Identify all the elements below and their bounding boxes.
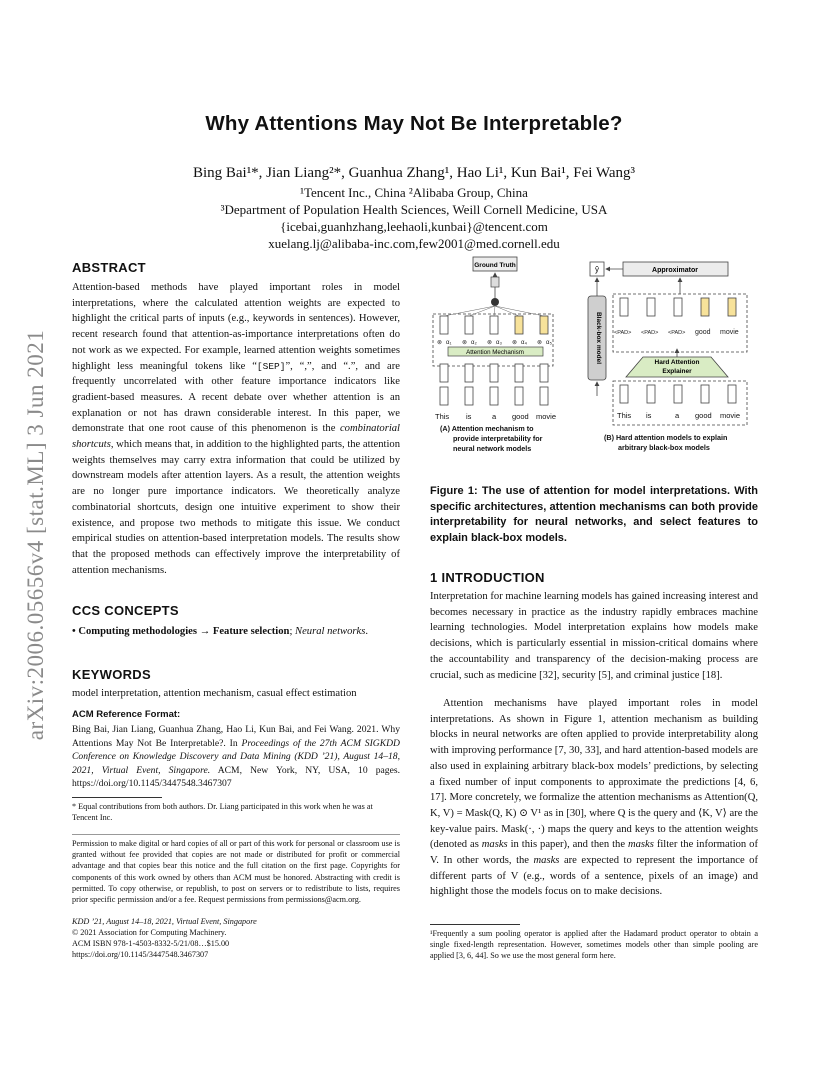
alpha-2: α₂ [471, 340, 477, 346]
caption-a-line-1: (A) Attention mechanism to [440, 424, 534, 433]
attention-mechanism-label: Attention Mechanism [466, 349, 524, 356]
ground-truth-label: Ground Truth [474, 262, 516, 269]
ccs-concepts [72, 624, 400, 640]
word-b-3: a [675, 411, 680, 420]
ccs-italic: Neural networks [295, 626, 366, 637]
pub-venue: KDD ’21, August 14–18, 2021, Virtual Event, Singapore [72, 917, 257, 926]
word-a-4: good [512, 412, 529, 421]
selected-token-bars [620, 298, 736, 316]
author-list: Bing Bai¹*, Jian Liang²*, Guanhua Zhang¹, Hao Li¹, Kun Bai¹, Fei Wang³ [192, 165, 636, 181]
abstract-emphasis: combinatorial shortcuts [72, 423, 400, 451]
approximator-label: Approximator [652, 267, 698, 274]
abstract-part-2: ”, “,”, and “.”, and are frequently uncorrelated with other feature importance indicators like gradient-based measures. A recent debate over whether attention is an explanation or not has drawn considerable interest. In this paper, we demonstrate that one root cause of this phenomenon is the [72, 360, 400, 435]
affiliation-line-1: ¹Tencent Inc., China ²Alibaba Group, China [300, 185, 528, 200]
paper-title: Why Attentions May Not Be Interpretable? [205, 112, 623, 135]
caption-b-line-1: (B) Hard attention models to explain [604, 433, 728, 442]
masks-term-1: masks [481, 839, 508, 851]
pub-isbn: ACM ISBN 978-1-4503-8332-5/21/08…$15.00 [72, 939, 230, 948]
intro-heading: 1 INTRODUCTION [430, 570, 545, 585]
pad-token-1: <PAD> [614, 330, 632, 336]
keywords-heading: KEYWORDS [72, 667, 151, 682]
word-a-1: This [435, 412, 450, 421]
input-bars-a [440, 364, 548, 405]
word-b-5: movie [720, 411, 741, 420]
word-a-5: movie [536, 412, 557, 421]
figure-caption: Figure 1: The use of attention for model interpretations. With specific architectures, attention mechanisms can both provide interpretability for neural networks, and select features to explain black-box models. [430, 485, 758, 544]
input-bars-b [620, 385, 736, 403]
y-hat-label: ŷ [595, 265, 599, 274]
black-box-label: Black-box model [595, 311, 602, 365]
word-a-2: is [466, 412, 472, 421]
acm-ref-venue: Proceedings of the 27th ACM SIGKDD Conference on Knowledge Discovery and Data Mining (KDD ’21), August 14–18, 2021, Virtual Event, Singapore. [72, 737, 400, 776]
svg-text:⊗: ⊗ [537, 340, 543, 346]
ccs-end: . [365, 626, 369, 637]
arxiv-stamp [16, 300, 56, 770]
intro-p2-part-a: Attention mechanisms have played important roles in model interpretations. As shown in Figure 1, attention mechanism as building blocks in neural networks are often applied to provide interpretability along with improving performance [7, 30, 33], and hard attention-based models are also used in explaining arbitrary black-box models’ predictions, by selecting a fixed number of input components to approximate the predictions [4, 6, 17]. More concretely, we formalize the attention mechanisms as Attention(Q, K, V) = Mask(Q, K) ⊙ V¹ as in [30], where Q is the query and ⟨K, V⟩ are the key-value pairs. Mask(·, ·) maps the query and keys to the attention weights (denoted as [430, 698, 758, 851]
word-b-4: good [695, 411, 712, 420]
attention-weight-bars [440, 316, 548, 334]
sep-token: [SEP] [256, 360, 286, 372]
explainer-label: Explainer [662, 368, 692, 375]
svg-text:⊗: ⊗ [512, 340, 518, 346]
acm-ref-text [72, 723, 400, 791]
selected-token-good: good [695, 329, 711, 336]
acm-ref-heading: ACM Reference Format: [72, 709, 181, 720]
ccs-heading: CCS CONCEPTS [72, 603, 179, 618]
intro-p2-part-c: filter the information of V. In other words, the [430, 839, 758, 867]
svg-text:⊗: ⊗ [462, 340, 468, 346]
alpha-4: α₄ [521, 340, 527, 346]
masks-term-3: masks [533, 855, 560, 867]
abstract-part-3: , which means that, in addition to the highlighted parts, the attention weights themselves may carry extra information that could be utilized by downstream models after attention layers. As a result, the attention weights are no longer pure importance indicators. We theoretically analyze combinatorial shortcuts, design one intuitive experiment to show their existence, and propose two methods to mitigate this issue. We conduct empirical studies on attention-based interpretation models. The results show that the proposed methods can effectively improve the interpretability of attention mechanisms. [72, 439, 400, 576]
abstract-text [72, 280, 400, 578]
permission-notice: Permission to make digital or hard copies of all or part of this work for personal or classroom use is granted without fee provided that copies are not made or distributed for profit or commercial advantage and that copies bear this notice and the full citation on the first page. Copyrights for components of this work owned by others than ACM must be honored. Abstracting with credit is permitted. To copy otherwise, or republish, to post on servers or to redistribute to lists, requires prior specific permission and/or a fee. Request permissions from permissions@acm.org. [72, 839, 400, 905]
pad-token-3: <PAD> [668, 330, 686, 336]
alpha-3: α₃ [496, 340, 502, 346]
figure-1 [428, 254, 763, 464]
intro-p2-part-b: in this paper), and then the [507, 839, 628, 851]
sum-node [491, 298, 499, 306]
acm-ref-part-1: Bing Bai, Jian Liang, Guanhua Zhang, Hao Li, Kun Bai, and Fei Wang. 2021. Why Attentions May Not Be Interpretable?. In [72, 724, 400, 749]
keywords-text: model interpretation, attention mechanism, casual effect estimation [72, 688, 357, 699]
abstract-heading: ABSTRACT [72, 260, 146, 275]
ccs-bold: • Computing methodologies → Feature selection [72, 626, 290, 637]
word-b-1: This [617, 411, 632, 420]
word-a-3: a [492, 412, 497, 421]
affiliation-line-2: ³Department of Population Health Sciences, Weill Cornell Medicine, USA [220, 202, 608, 217]
footnote-1: ¹Frequently a sum pooling operator is applied after the Hadamard product operator to obtain a single fixed-length representation. However, sometimes models other than simple pooling are applied [3, 6, 44]. So we use the most general form here. [430, 929, 758, 961]
intro-p2-part-d: are expected to represent the importance of different parts of V (e.g., words of a sentence, pixels of an image) and highlight those the models focus on to make decisions. [430, 855, 758, 898]
intro-paragraph-1: Interpretation for machine learning models has gained increasing interest and becomes necessary in practice as the industry rapidly embraces machine learning technologies. Model interpretation explains how models make decisions, which is particularly essential in mission-critical domains where the accountability and transparency of the decision-making process are crucial, such as medicine [32], security [5], and criminal justice [18]. [430, 591, 758, 681]
acm-ref-part-2: ACM, New York, NY, USA, 10 pages. https://doi.org/10.1145/3447548.3467307 [72, 764, 400, 790]
permission-rule [72, 834, 400, 835]
alpha-1: α₁ [446, 340, 452, 346]
footnote-rule [72, 797, 162, 798]
arxiv-id: arXiv:2006.05656v4 [stat.ML] 3 Jun 2021 [23, 329, 48, 741]
output-token [491, 277, 499, 287]
equal-contribution-footnote: * Equal contributions from both authors. Dr. Liang participated in this work when he was at Tencent Inc. [72, 802, 373, 823]
caption-b-line-2: arbitrary black-box models [618, 443, 710, 452]
intro-paragraph-2 [430, 696, 758, 900]
email-line-2: xuelang.lj@alibaba-inc.com,few2001@med.cornell.edu [268, 236, 560, 251]
selected-token-movie: movie [720, 329, 739, 336]
caption-a-line-2: provide interpretability for [453, 434, 543, 443]
abstract-part-1: Attention-based methods have played important roles in model interpretations, where the calculated attention weights are expected to highlight the critical parts of inputs (e.g., keywords in sentences). However, recent research found that attention-as-importance interpretations often do not work as we expected. For example, learned attention weights sometimes highlight less meaningful tokens like “ [72, 282, 400, 372]
hard-attention-label: Hard Attention [654, 359, 700, 366]
caption-a-line-3: neural network models [453, 444, 532, 453]
pub-doi: https://doi.org/10.1145/3447548.3467307 [72, 950, 209, 959]
alpha-5: α₅ [546, 340, 552, 346]
pad-token-2: <PAD> [641, 330, 659, 336]
ccs-sep: ; [289, 626, 296, 637]
pub-copyright: © 2021 Association for Computing Machinery. [72, 928, 227, 937]
word-b-2: is [646, 411, 652, 420]
footnote-1-rule [430, 924, 520, 925]
svg-text:⊗: ⊗ [487, 340, 493, 346]
masks-term-2: masks [627, 839, 654, 851]
svg-text:⊗: ⊗ [437, 340, 443, 346]
email-line-1: {icebai,guanhzhang,leehaoli,kunbai}@tencent.com [280, 219, 548, 234]
